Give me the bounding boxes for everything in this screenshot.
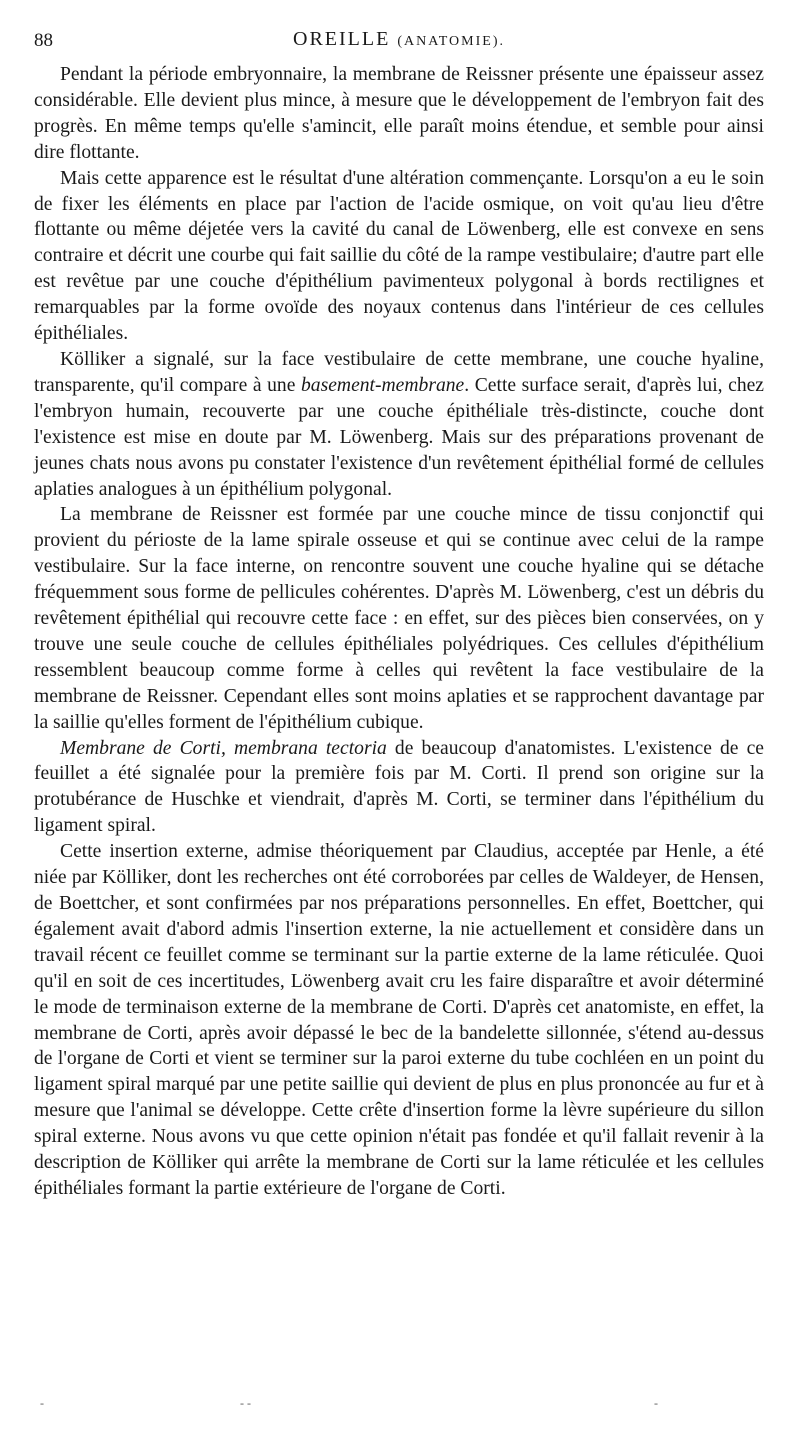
paragraph-3-italic-term: basement-membrane xyxy=(301,374,465,396)
paragraph-5-end: de beaucoup d'anatomistes. L'existence de ce feuillet a été signalée pour la première fois par M. Corti. Il prend son origine sur la protubérance de Huschke et viendrait, d'après M. Corti, se terminer dans l'épithélium du ligament spiral. xyxy=(34,737,764,837)
running-head xyxy=(34,28,764,62)
paragraph-4: La membrane de Reissner est formée par une couche mince de tissu conjonctif qui provient du périoste de la lame spirale osseuse et qui se continue avec celui de la rampe vestibulaire. Sur la face interne, on rencontre souvent une couche hyaline qui se détache fréquemment sous forme de pellicules cohérentes. D'après M. Löwenberg, c'est un débris du revêtement épithélial qui recouvre cette face : en effet, sur des pièces bien conservées, on y trouve une seule couche de cellules épithéliales polyédriques. Ces cellules d'épithélium ressemblent beaucoup comme forme à celles qui revêtent la face vestibulaire de la membrane de Reissner. Cependant elles sont moins aplaties et se rapprochent davantage par la saillie qu'elles forment de l'épithélium cubique. xyxy=(34,504,764,733)
paragraph-5 xyxy=(34,736,764,840)
body-text xyxy=(34,62,764,1202)
header-title-subtitle: (ANATOMIE). xyxy=(397,34,505,49)
footer-mark-right: - xyxy=(654,1396,658,1410)
paragraph-2: Mais cette apparence est le résultat d'une altération commençante. Lorsqu'on a eu le soin de fixer les éléments en place par l'action de l'acide osmique, on voit qu'au lieu d'être flottante ou même déjetée vers la cavité du canal de Löwenberg, elle est convexe en sens contraire et décrit une courbe qui fait saillie du côté de la rampe vestibulaire; d'autre part elle est revêtue par une couche d'épithélium pavimenteux polygonal à bords rectilignes et remarquables par la forme ovoïde des noyaux contenus dans l'intérieur de ces cellules épithéliales. xyxy=(34,167,764,345)
page-number: 88 xyxy=(34,30,53,51)
paragraph-3-start: Kölliker a signalé, sur la face vestibulaire de cette membrane, une couche hyaline, transparente, qu'il compare à une xyxy=(34,348,764,396)
paragraph-3 xyxy=(34,347,764,502)
paragraph-5-italic-heading: Membrane de Corti, membrana tectoria xyxy=(60,737,387,759)
document-page xyxy=(34,28,764,1202)
footer-mark-center: - - xyxy=(240,1396,251,1410)
header-title xyxy=(34,28,764,51)
paragraph-6: Cette insertion externe, admise théoriquement par Claudius, acceptée par Henle, a été niée par Kölliker, dont les recherches ont été corroborées par celles de Waldeyer, de Hensen, de Boettcher, et sont confirmées par nos préparations personnelles. En effet, Boettcher, qui également avait d'abord admis l'insertion externe, la nie actuellement et considère dans un travail récent ce feuillet comme se terminant sur la partie externe de la lame réticulée. Quoi qu'il en soit de ces incertitudes, Löwenberg avait cru les faire disparaître et avoir déterminé le mode de terminaison externe de la membrane de Corti. D'après cet anatomiste, en effet, la membrane de Corti, après avoir dépassé le bec de la bandelette sillonnée, s'étend au-dessus de l'organe de Corti et vient se terminer sur la paroi externe du tube cochléen en un point du ligament spiral marqué par une petite saillie qui devient de plus en plus prononcée au fur et à mesure que l'animal se développe. Cette crête d'insertion forme la lèvre supérieure du sillon spiral externe. Nous avons vu que cette opinion n'était pas fondée et qu'il fallait revenir à la description de Kölliker qui arrête la membrane de Corti sur la lame réticulée et les cellules épithéliales formant la partie extérieure de l'organe de Corti. xyxy=(34,841,764,1199)
paragraph-1: Pendant la période embryonnaire, la membrane de Reissner présente une épaisseur assez considérable. Elle devient plus mince, à mesure que le développement de l'embryon fait des progrès. En même temps qu'elle s'amincit, elle paraît moins étendue, et semble pour ainsi dire flottante. xyxy=(34,64,764,163)
footer-mark-left: - xyxy=(40,1396,44,1410)
footer-marks xyxy=(34,1396,764,1408)
header-title-main: OREILLE xyxy=(293,28,391,50)
paragraph-3-end: . Cette surface serait, d'après lui, chez l'embryon humain, recouverte par une couche épithéliale très-distincte, couche dont l'existence est mise en doute par M. Löwenberg. Mais sur des préparations provenant de jeunes chats nous avons pu constater l'existence d'un revêtement épithélial formé de cellules aplaties analogues à un épithélium polygonal. xyxy=(34,374,765,500)
